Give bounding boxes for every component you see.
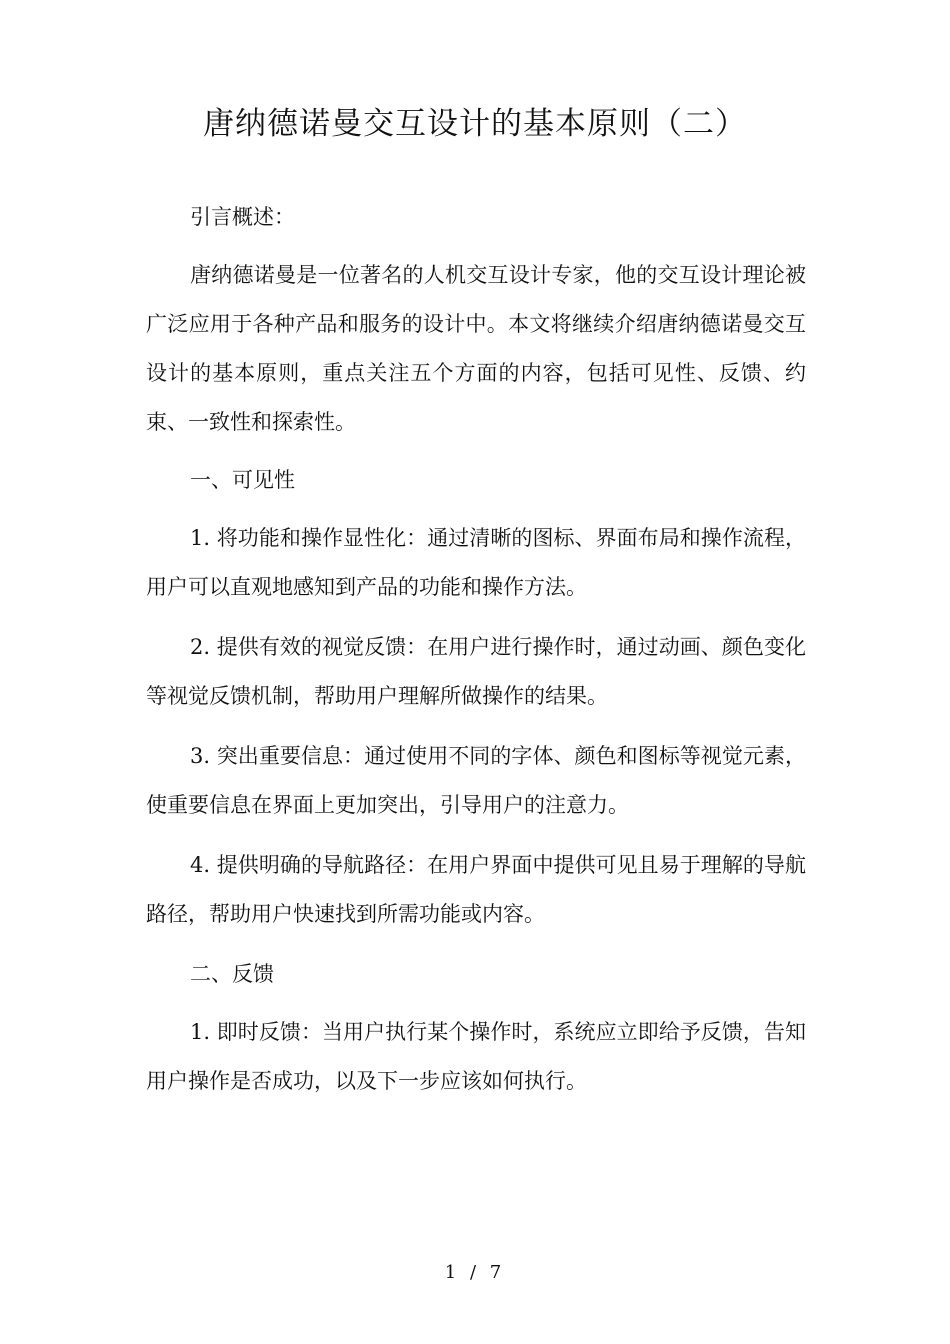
section-heading-visibility: 一、可见性 <box>190 468 295 492</box>
list-item: 4. 提供明确的导航路径：在用户界面中提供可见且易于理解的导航路径，帮助用户快速找到所需功能或内容。 <box>146 853 806 926</box>
page-number: 1 / 7 <box>444 1262 506 1283</box>
document-body <box>146 193 806 1115</box>
list-item: 1. 将功能和操作显性化：通过清晰的图标、界面布局和操作流程，用户可以直观地感知到产品的功能和操作方法。 <box>146 526 806 599</box>
list-item: 2. 提供有效的视觉反馈：在用户进行操作时，通过动画、颜色变化等视觉反馈机制，帮助用户理解所做操作的结果。 <box>146 635 806 708</box>
list-item: 1. 即时反馈：当用户执行某个操作时，系统应立即给予反馈，告知用户操作是否成功，以及下一步应该如何执行。 <box>146 1020 806 1093</box>
document-title: 唐纳德诺曼交互设计的基本原则（二） <box>203 106 747 142</box>
intro-heading: 引言概述： <box>190 205 295 229</box>
list-item: 3. 突出重要信息：通过使用不同的字体、颜色和图标等视觉元素，使重要信息在界面上更加突出，引导用户的注意力。 <box>146 744 806 817</box>
section-heading-feedback: 二、反馈 <box>190 962 274 986</box>
intro-paragraph: 唐纳德诺曼是一位著名的人机交互设计专家，他的交互设计理论被广泛应用于各种产品和服务的设计中。本文将继续介绍唐纳德诺曼交互设计的基本原则，重点关注五个方面的内容，包括可见性、反馈、约束、一致性和探索性。 <box>146 263 806 434</box>
